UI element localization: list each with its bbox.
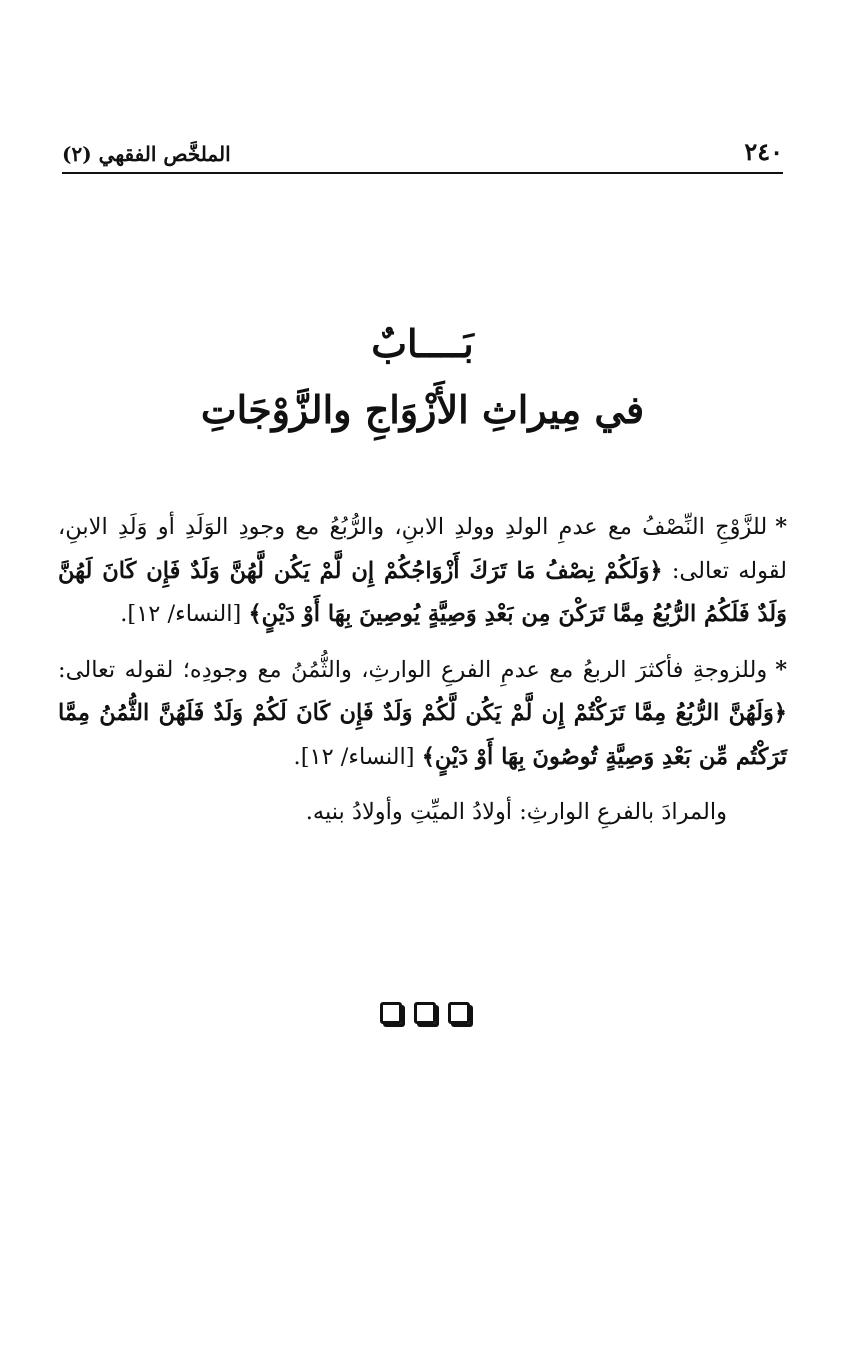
definition-paragraph: والمرادَ بالفرعِ الوارثِ: أولادُ الميِّتِ وأولادُ بنيه. [305, 799, 727, 825]
quran-verse: ﴿وَلَكُمْ نِصْفُ مَا تَرَكَ أَزْوَاجُكُمْ إِن لَّمْ يَكُن لَّهُنَّ وَلَدٌ فَإِن كَانَ لَهُنَّ وَلَدٌ فَلَكُمُ الرُّبُعُ مِمَّا تَرَكْنَ مِن بَعْدِ وَصِيَّةٍ يُوصِينَ بِهَا أَوْ دَيْنٍ﴾ [58, 557, 787, 627]
page-number: ٢٤٠ [744, 137, 783, 166]
paragraph-text: للزَّوْجِ النِّصْفُ مع عدمِ الولدِ وولدِ الابنِ، والرُّبُعُ مع وجودِ الوَلَدِ أو وَلَدِ الابنِ، لقوله تعالى: [58, 514, 787, 584]
paragraph-husband-share [58, 506, 787, 637]
verse-citation: [النساء/ ١٢]. [120, 601, 249, 627]
square-ornament-icon [414, 1002, 436, 1024]
book-title: الملخَّص الفقهي (٢) [62, 142, 231, 166]
chapter-title: في مِيراثِ الأَزْوَاجِ والزَّوْجَاتِ [200, 387, 645, 432]
verse-citation: [النساء/ ١٢]. [293, 743, 422, 770]
asterisk-bullet-icon: * [775, 514, 787, 540]
chapter-label: بَــــابٌ [371, 321, 474, 366]
quran-verse: ﴿وَلَهُنَّ الرُّبُعُ مِمَّا تَرَكْتُمْ إِن لَّمْ يَكُن لَّكُمْ وَلَدٌ فَإِن كَانَ لَكُمْ وَلَدٌ فَلَهُنَّ الثُّمُنُ مِمَّا تَرَكْتُم مِّن بَعْدِ وَصِيَّةٍ تُوصُونَ بِهَا أَوْ دَيْنٍ﴾ [58, 700, 787, 770]
chapter-heading [62, 318, 783, 438]
section-end-marks [0, 1002, 849, 1024]
paragraph-text: وللزوجةِ فأكثرَ الربعُ مع عدمِ الفرعِ الوارثِ، والثُّمُنُ مع وجودِه؛ لقوله تعالى: [58, 656, 768, 683]
running-header [62, 128, 783, 174]
asterisk-bullet-icon: * [775, 656, 787, 683]
square-ornament-icon [380, 1002, 402, 1024]
paragraph-wife-share [58, 649, 787, 780]
square-ornament-icon [448, 1002, 470, 1024]
chapter-body [58, 506, 787, 835]
